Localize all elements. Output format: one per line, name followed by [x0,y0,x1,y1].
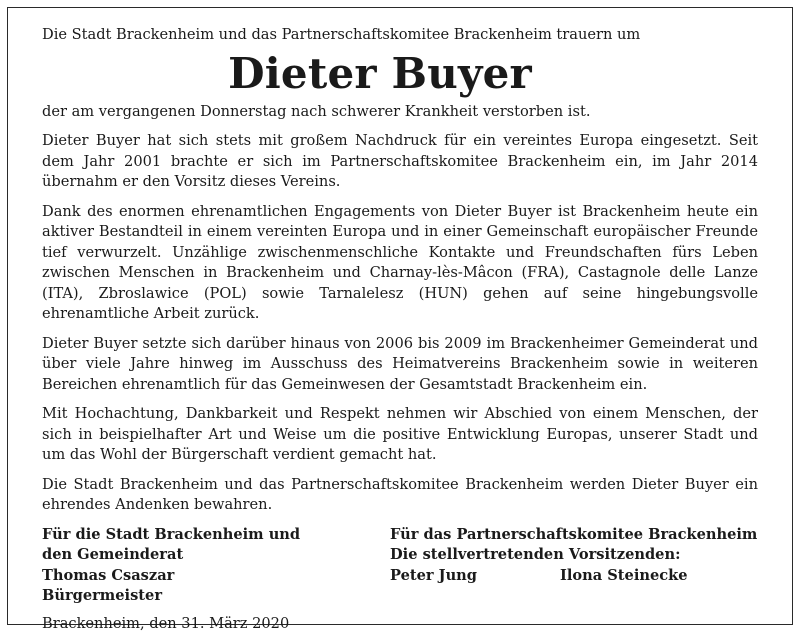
signature-committee-person1: Peter Jung [390,566,477,587]
signature-city-line1: Für die Stadt Brackenheim und [42,525,362,546]
place-date: Brackenheim, den 31. März 2020 [42,614,758,634]
signature-committee-person2: Ilona Steinecke [560,566,688,587]
paragraph-farewell: Mit Hochachtung, Dankbarkeit und Respekt nehmen wir Abschied von einem Menschen, der sich in beispielhafter Art und Weise um die positive Entwicklung Europas, unserer Stadt und um das Wohl der Bürgerschaft verdient gemacht hat. [42,404,758,466]
signature-committee-line1: Für das Partnerschaftskomitee Brackenheim [390,525,760,546]
notice-content [42,25,758,634]
signature-city-role: Bürgermeister [42,586,362,607]
signature-committee-persons [390,566,760,587]
signature-committee [390,525,760,587]
paragraph-remembrance: Die Stadt Brackenheim und das Partnerschaftskomitee Brackenheim werden Dieter Buyer ein ehrendes Andenken bewahren. [42,475,758,516]
intro-line: Die Stadt Brackenheim und das Partnerschaftskomitee Brackenheim trauern um [42,25,758,46]
signature-block [42,525,758,609]
signature-city-line2: den Gemeinderat [42,545,362,566]
paragraph-council: Dieter Buyer setzte sich darüber hinaus von 2006 bis 2009 im Brackenheimer Gemeinderat und über viele Jahre hinweg im Ausschuss des Heimatvereins Brackenheim sowie in weiteren Bereichen ehrenamtlich für das Gemeinwesen der Gesamtstadt Brackenheim ein. [42,334,758,396]
signature-committee-line2: Die stellvertretenden Vorsitzenden: [390,545,760,566]
sub-line: der am vergangenen Donnerstag nach schwerer Krankheit verstorben ist. [42,102,758,123]
paragraph-commitment: Dieter Buyer hat sich stets mit großem Nachdruck für ein vereintes Europa eingesetzt. Seit dem Jahr 2001 brachte er sich im Partnerschaftskomitee Brackenheim ein, im Jahr 2014 übernahm er den Vorsitz dieses Vereins. [42,131,758,193]
signature-city [42,525,362,607]
paragraph-engagement: Dank des enormen ehrenamtlichen Engagements von Dieter Buyer ist Brackenheim heute ein aktiver Bestandteil in einem vereinten Europa und in einer Gemeinschaft europäischer Freunde tief verwurzelt. Unzählige zwischenmenschliche Kontakte und Freundschaften fürs Leben zwischen Menschen in Brackenheim und Charnay-lès-Mâcon (FRA), Castagnole delle Lanze (ITA), Zbroslawice (POL) sowie Tarnalelesz (HUN) gehen auf seine hingebungsvolle ehrenamtliche Arbeit zurück. [42,202,758,325]
signature-city-person: Thomas Csaszar [42,566,362,587]
deceased-name: Dieter Buyer [42,49,758,99]
